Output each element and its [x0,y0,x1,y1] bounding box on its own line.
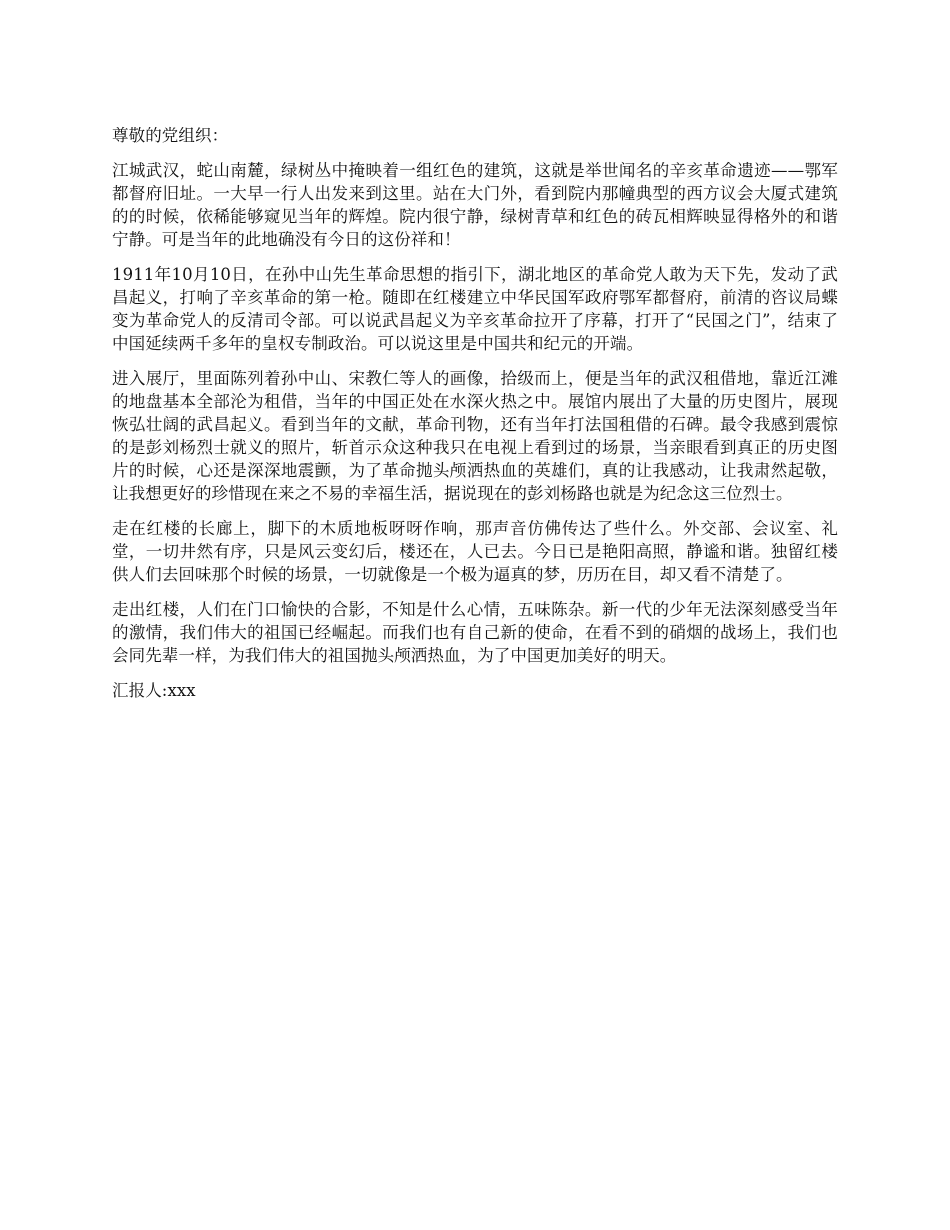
paragraph-4: 走在红楼的长廊上，脚下的木质地板呀呀作响，那声音仿佛传达了些什么。外交部、会议室、礼堂，一切井然有序，只是风云变幻后，楼还在，人已去。今日已是艳阳高照，静谧和谐。独留红楼供人们去回味那个时候的场景，一切就像是一个极为逼真的梦，历历在目，却又看不清楚了。 [112,519,838,584]
paragraph-5: 走出红楼，人们在门口愉快的合影，不知是什么心情，五味陈杂。新一代的少年无法深刻感受当年的激情，我们伟大的祖国已经崛起。而我们也有自己新的使命，在看不到的硝烟的战场上，我们也会同先辈一样，为我们伟大的祖国抛头颅洒热血，为了中国更加美好的明天。 [112,600,838,665]
greeting-line: 尊敬的党组织： [112,126,229,145]
paragraph-2: 1911年10月10日，在孙中山先生革命思想的指引下，湖北地区的革命党人敢为天下先，发动了武昌起义，打响了辛亥革命的第一枪。随即在红楼建立中华民国军政府鄂军都督府，前清的咨议局蝶变为革命党人的反清司令部。可以说武昌起义为辛亥革命拉开了序幕，打开了“民国之门”，结束了中国延续两千多年的皇权专制政治。可以说这里是中国共和纪元的开端。 [112,265,838,353]
paragraph-1: 江城武汉，蛇山南麓，绿树丛中掩映着一组红色的建筑，这就是举世闻名的辛亥革命遗迹——鄂军都督府旧址。一大早一行人出发来到这里。站在大门外，看到院内那幢典型的西方议会大厦式建筑的的时候，依稀能够窥见当年的辉煌。院内很宁静，绿树青草和红色的砖瓦相辉映显得格外的和谐宁静。可是当年的此地确没有今日的这份祥和！ [112,161,838,249]
paragraph-3: 进入展厅，里面陈列着孙中山、宋教仁等人的画像，拾级而上，便是当年的武汉租借地，靠近江滩的地盘基本全部沦为租借，当年的中国正处在水深火热之中。展馆内展出了大量的历史图片，展现恢弘壮阔的武昌起义。看到当年的文献，革命刊物，还有当年打法国租借的石碑。最令我感到震惊的是彭刘杨烈士就义的照片，斩首示众这种我只在电视上看到过的场景，当亲眼看到真正的历史图片的时候，心还是深深地震颤，为了革命抛头颅洒热血的英雄们，真的让我感动，让我肃然起敬，让我想更好的珍惜现在来之不易的幸福生活，据说现在的彭刘杨路也就是为纪念这三位烈士。 [112,369,838,503]
signature-line: 汇报人:xxx [112,681,196,700]
